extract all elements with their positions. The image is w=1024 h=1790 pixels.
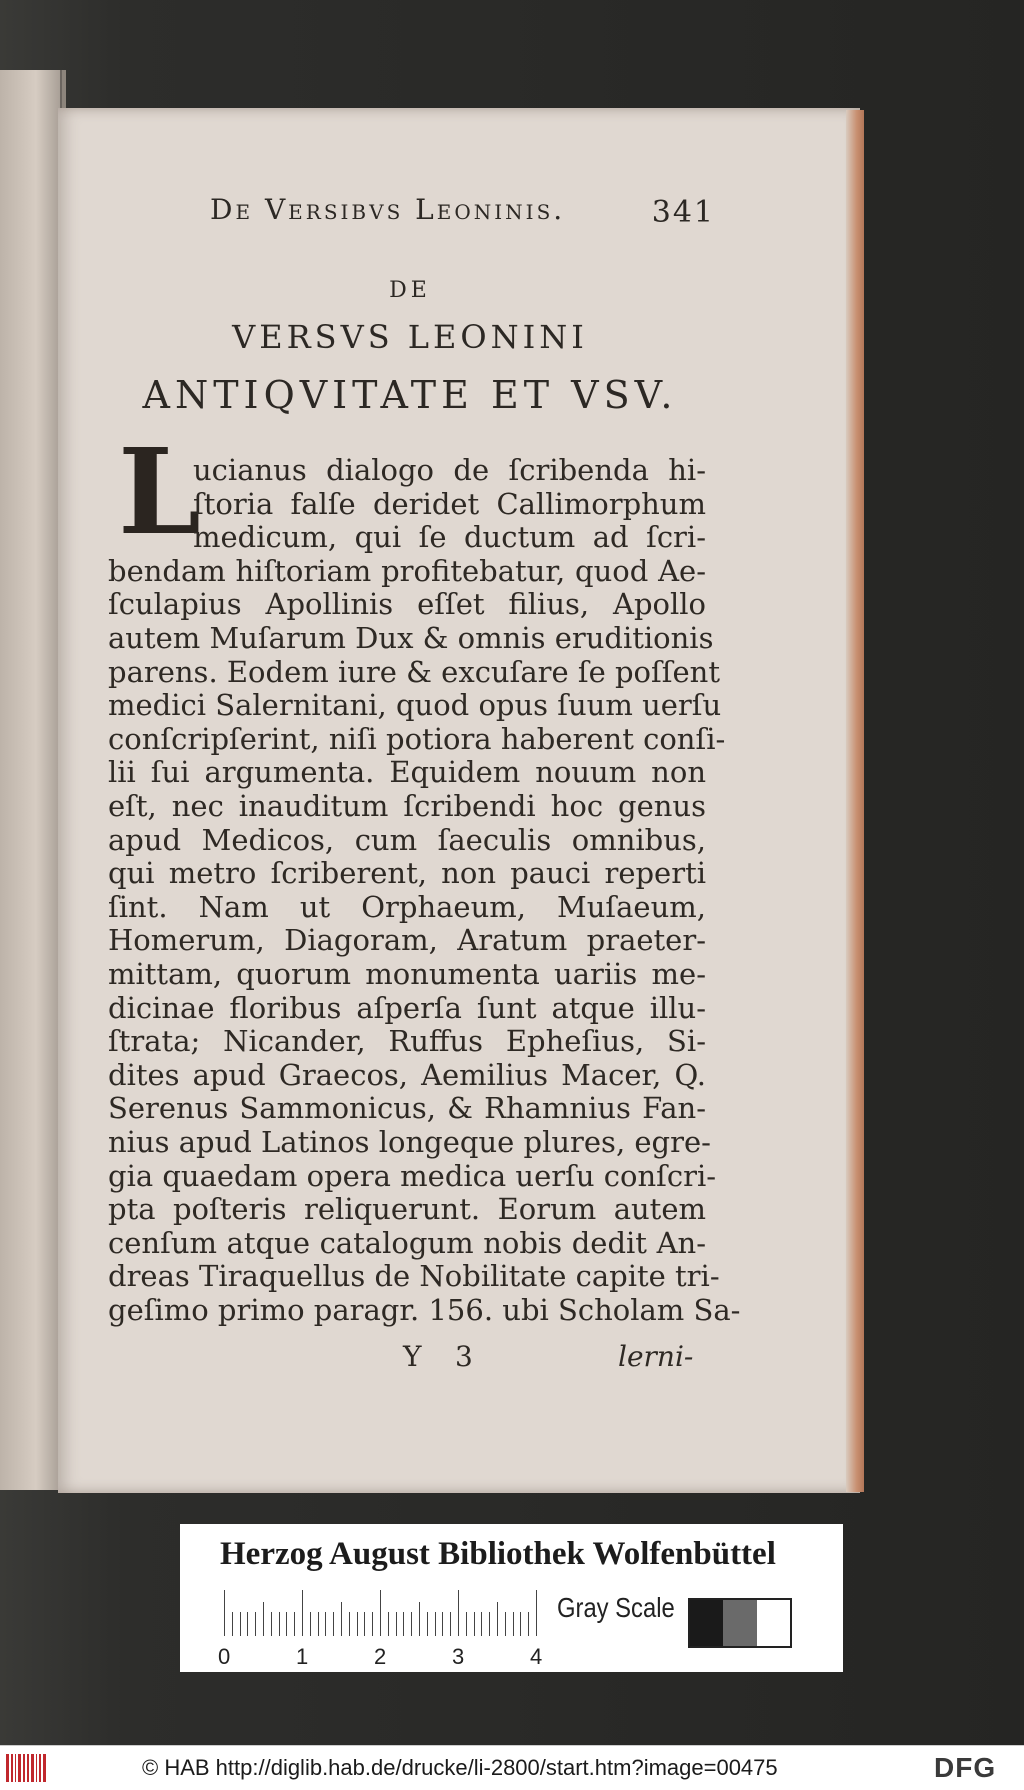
running-head	[210, 193, 715, 237]
ruler-tick	[224, 1590, 225, 1636]
heading-line-1: DE	[389, 278, 431, 303]
ruler-tick	[286, 1612, 287, 1636]
body-line: conſcripſerint, niſi potiora haberent conſi-	[108, 722, 726, 756]
ruler-tick	[364, 1612, 365, 1636]
ruler-number: 3	[452, 1644, 465, 1669]
dfg-logo: DFG	[934, 1752, 997, 1783]
ruler-tick	[458, 1590, 459, 1636]
ruler-number: 1	[296, 1644, 309, 1669]
body-line: nius apud Latinos longeque plures, egre-	[108, 1125, 711, 1159]
gray-swatch	[723, 1600, 756, 1646]
body-line: apud Medicos, cum ſaeculis omnibus,	[108, 823, 706, 857]
ruler-tick	[341, 1602, 342, 1636]
ruler-tick	[497, 1602, 498, 1636]
gray-swatch	[757, 1600, 790, 1646]
ruler-number: 4	[530, 1644, 543, 1669]
ruler-tick	[318, 1612, 319, 1636]
ruler-tick	[357, 1612, 358, 1636]
ruler-number: 0	[218, 1644, 231, 1669]
ruler-tick	[255, 1612, 256, 1636]
page-number: 341	[651, 195, 715, 230]
body-line: Homerum, Diagoram, Aratum praeter-	[108, 923, 706, 957]
ruler-tick	[513, 1612, 514, 1636]
ruler-tick	[442, 1612, 443, 1636]
ruler-tick	[419, 1602, 420, 1636]
body-line: gia quaedam opera medica uerſu conſcri-	[108, 1159, 717, 1193]
ruler-number: 2	[374, 1644, 387, 1669]
body-line: eſt, nec inauditum ſcribendi hoc genus	[108, 789, 706, 823]
ruler-tick	[279, 1612, 280, 1636]
ruler-tick	[263, 1602, 264, 1636]
color-scale-target	[180, 1524, 843, 1672]
body-line: medicum, qui ſe ductum ad ſcri-	[193, 520, 706, 554]
ruler-tick	[481, 1612, 482, 1636]
ruler-tick	[396, 1612, 397, 1636]
ruler-tick	[403, 1612, 404, 1636]
body-line: medici Salernitani, quod opus ſuum uerſu	[108, 688, 722, 722]
ruler-tick	[489, 1612, 490, 1636]
ruler-tick	[450, 1612, 451, 1636]
heading-line-2: VERSVS LEONINI	[232, 318, 588, 356]
body-line: cenſum atque catalogum nobis dedit An-	[108, 1226, 706, 1260]
body-line: mittam, quorum monumenta uariis me-	[108, 957, 706, 991]
ruler-tick	[247, 1612, 248, 1636]
ruler-tick	[240, 1612, 241, 1636]
gray-scale-label: Gray Scale	[557, 1592, 675, 1623]
signature-number: 3	[455, 1340, 473, 1373]
barcode-icon	[6, 1754, 46, 1782]
ruler-tick	[466, 1612, 467, 1636]
scale-ruler	[224, 1590, 544, 1636]
ruler-tick	[536, 1590, 537, 1636]
copyright-credit: © HAB http://diglib.hab.de/drucke/li-2800/start.htm?image=00475	[142, 1755, 778, 1780]
body-line: dreas Tiraquellus de Nobilitate capite tri-	[108, 1259, 720, 1293]
previous-page-edge	[0, 70, 62, 1490]
ruler-tick	[411, 1612, 412, 1636]
ruler-tick	[520, 1612, 521, 1636]
body-line: dicinae floribus aſperſa ſunt atque illu-	[108, 991, 706, 1025]
ruler-tick	[333, 1612, 334, 1636]
running-head-title: De Versibvs Leoninis.	[210, 193, 566, 226]
ruler-tick	[388, 1612, 389, 1636]
body-line: pta poſteris reliquerunt. Eorum autem	[108, 1192, 706, 1226]
gray-swatch	[690, 1600, 723, 1646]
library-name: Herzog August Bibliothek Wolfenbüttel	[220, 1536, 776, 1572]
heading-line-3: ANTIQVITATE ET VSV.	[142, 373, 678, 417]
ruler-tick	[435, 1612, 436, 1636]
body-line: ſtrata; Nicander, Ruffus Epheſius, Si-	[108, 1024, 706, 1058]
body-line: lii ſui argumenta. Equidem nouum non	[108, 755, 706, 789]
signature-mark: Y	[403, 1340, 422, 1373]
gray-scale-swatches	[688, 1598, 792, 1648]
ruler-tick	[310, 1612, 311, 1636]
ruler-tick	[325, 1612, 326, 1636]
ruler-tick	[528, 1612, 529, 1636]
body-line: dites apud Graecos, Aemilius Macer, Q.	[108, 1058, 706, 1092]
ruler-tick	[505, 1612, 506, 1636]
body-line: Serenus Sammonicus, & Rhamnius Fan-	[108, 1091, 706, 1125]
body-line: ucianus dialogo de ſcribenda hi-	[193, 453, 706, 487]
ruler-tick	[232, 1612, 233, 1636]
ruler-tick	[380, 1590, 381, 1636]
catchword: lerni-	[618, 1340, 694, 1373]
body-line: autem Muſarum Dux & omnis eruditionis	[108, 621, 714, 655]
body-line: ſculapius Apollinis eſſet filius, Apollo	[108, 587, 706, 621]
ruler-tick	[427, 1612, 428, 1636]
ruler-tick	[271, 1612, 272, 1636]
body-line: ſtoria falſe deridet Callimorphum	[193, 487, 706, 521]
ruler-tick	[294, 1612, 295, 1636]
footer-bar	[0, 1745, 1024, 1790]
body-line: ſint. Nam ut Orphaeum, Muſaeum,	[108, 890, 706, 924]
drop-capital: L	[118, 422, 201, 561]
body-line: parens. Eodem iure & excuſare ſe poſſent	[108, 655, 720, 689]
page-edge-gilt	[846, 110, 864, 1492]
ruler-tick	[474, 1612, 475, 1636]
ruler-tick	[349, 1612, 350, 1636]
body-line: geſimo primo paragr. 156. ubi Scholam Sa-	[108, 1293, 741, 1327]
ruler-tick	[372, 1612, 373, 1636]
body-line: qui metro ſcriberent, non pauci reperti	[108, 856, 706, 890]
body-line: bendam hiſtoriam profitebatur, quod Ae-	[108, 554, 706, 588]
ruler-tick	[302, 1590, 303, 1636]
